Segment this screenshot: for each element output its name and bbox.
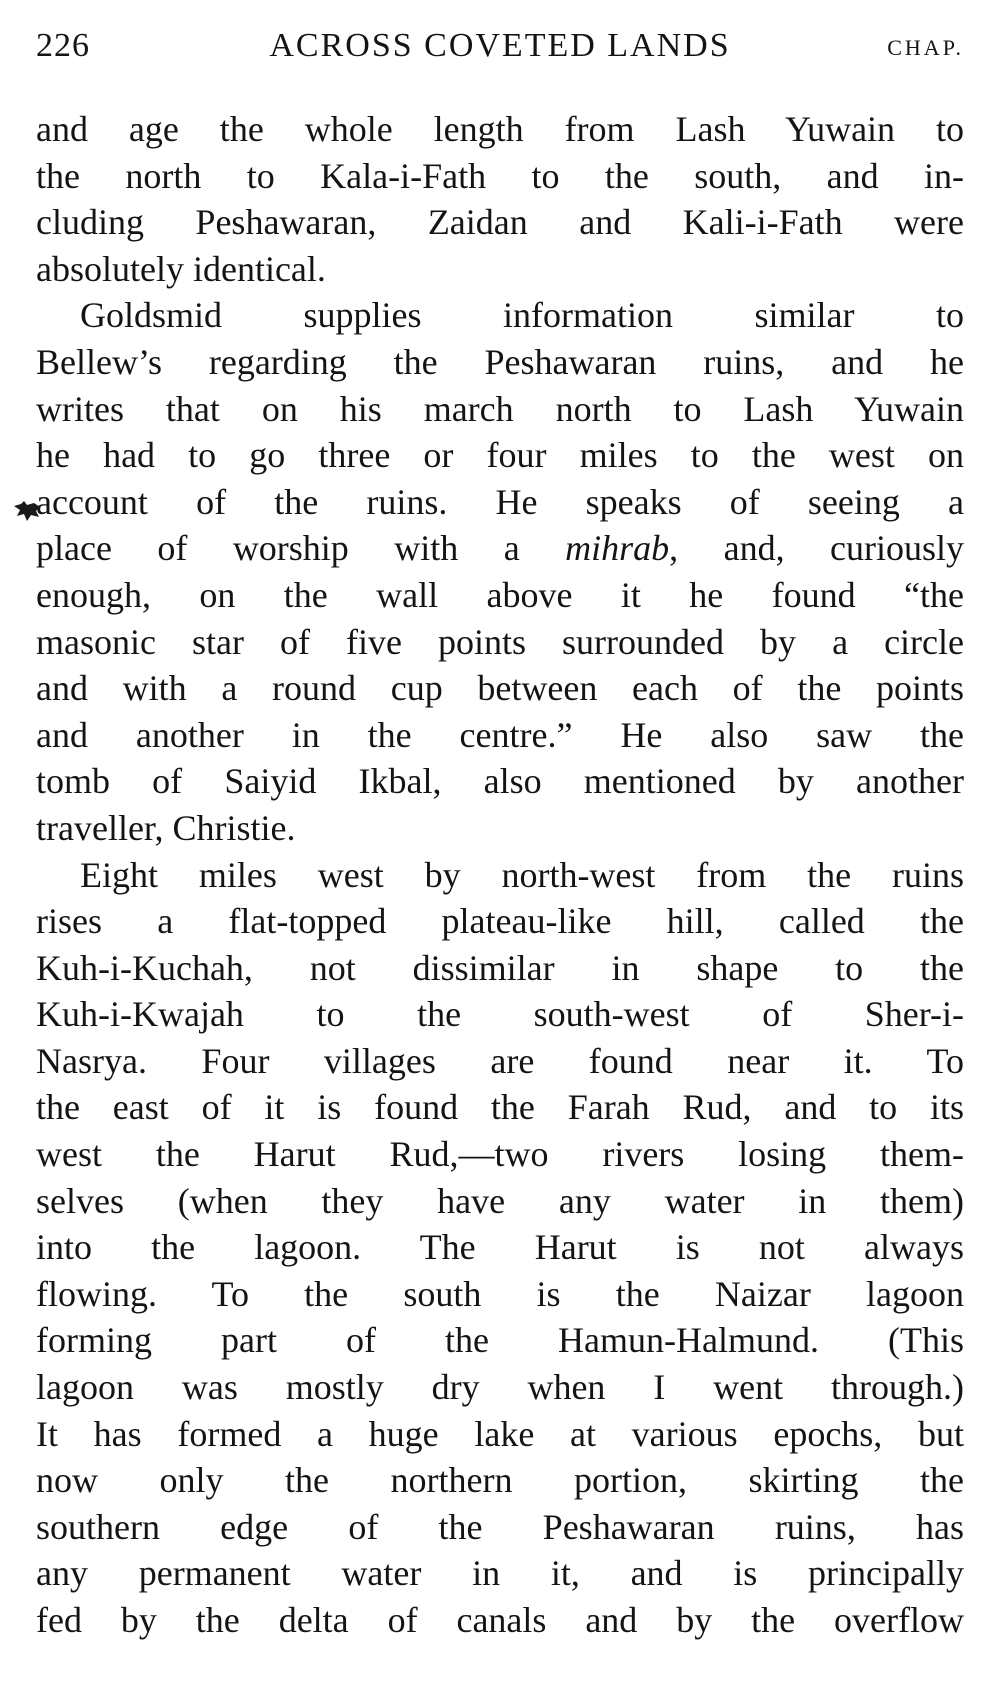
text-line: Kuh-i-Kwajah to the south-west of Sher-i-: [36, 994, 964, 1035]
text-line: Eight miles west by north-west from the ruins: [80, 854, 964, 895]
text-line: absolutely identical.: [36, 248, 326, 289]
running-title: ACROSS COVETED LANDS: [269, 27, 731, 64]
text-line: Nasrya. Four villages are found near it. To: [36, 1040, 964, 1081]
text-line: the north to Kala-i-Fath to the south, and in-: [36, 155, 964, 196]
ink-blot-mark: [12, 500, 42, 522]
body-text: [36, 106, 964, 1644]
chapter-abbreviation: CHAP.: [887, 35, 964, 60]
text-line: and with a round cup between each of the points: [36, 668, 964, 709]
text-line: rises a flat-topped plateau-like hill, called the: [36, 901, 964, 942]
text-line: any permanent water in it, and is principally: [36, 1553, 964, 1594]
text-line: and another in the centre.” He also saw the: [36, 714, 964, 755]
text-line: into the lagoon. The Harut is not always: [36, 1227, 964, 1268]
text-line: flowing. To the south is the Naizar lagoon: [36, 1273, 964, 1314]
text-line: and age the whole length from Lash Yuwain to: [36, 109, 964, 149]
text-line: fed by the delta of canals and by the overflow: [36, 1600, 964, 1640]
text-fragment: place of worship with a: [36, 528, 566, 569]
page-number: 226: [36, 27, 90, 64]
paragraph-1: [36, 106, 964, 292]
italic-term: mihrab: [565, 528, 670, 569]
text-line: cluding Peshawaran, Zaidan and Kali-i-Fath were: [36, 202, 964, 243]
text-line: writes that on his march north to Lash Yuwain: [36, 388, 964, 429]
text-line: enough, on the wall above it he found “the: [36, 574, 964, 615]
running-head: [36, 22, 964, 80]
text-line: It has formed a huge lake at various epochs, but: [36, 1413, 964, 1454]
text-line: the east of it is found the Farah Rud, and to its: [36, 1087, 964, 1128]
text-line-with-italic: [36, 525, 964, 572]
text-line: selves (when they have any water in them): [36, 1180, 964, 1221]
text-line: Kuh-i-Kuchah, not dissimilar in shape to the: [36, 947, 964, 988]
text-line: west the Harut Rud,—two rivers losing them-: [36, 1134, 964, 1175]
text-line: masonic star of five points surrounded by a circle: [36, 621, 964, 662]
text-line: forming part of the Hamun-Halmund. (This: [36, 1320, 964, 1361]
text-line: tomb of Saiyid Ikbal, also mentioned by another: [36, 761, 964, 802]
book-page: [36, 22, 964, 1644]
text-line: Bellew’s regarding the Peshawaran ruins, and he: [36, 341, 964, 382]
text-fragment: , and, curiously: [669, 528, 965, 569]
text-line: traveller, Christie.: [36, 807, 296, 848]
text-line: now only the northern portion, skirting the: [36, 1460, 964, 1501]
text-line: Goldsmid supplies information similar to: [80, 295, 964, 336]
text-line: account of the ruins. He speaks of seeing a: [36, 481, 964, 522]
text-line: lagoon was mostly dry when I went through.): [36, 1367, 964, 1408]
text-line: southern edge of the Peshawaran ruins, has: [36, 1506, 964, 1547]
paragraph-2: [36, 292, 964, 851]
text-line: he had to go three or four miles to the west on: [36, 435, 964, 476]
paragraph-3: [36, 852, 964, 1644]
